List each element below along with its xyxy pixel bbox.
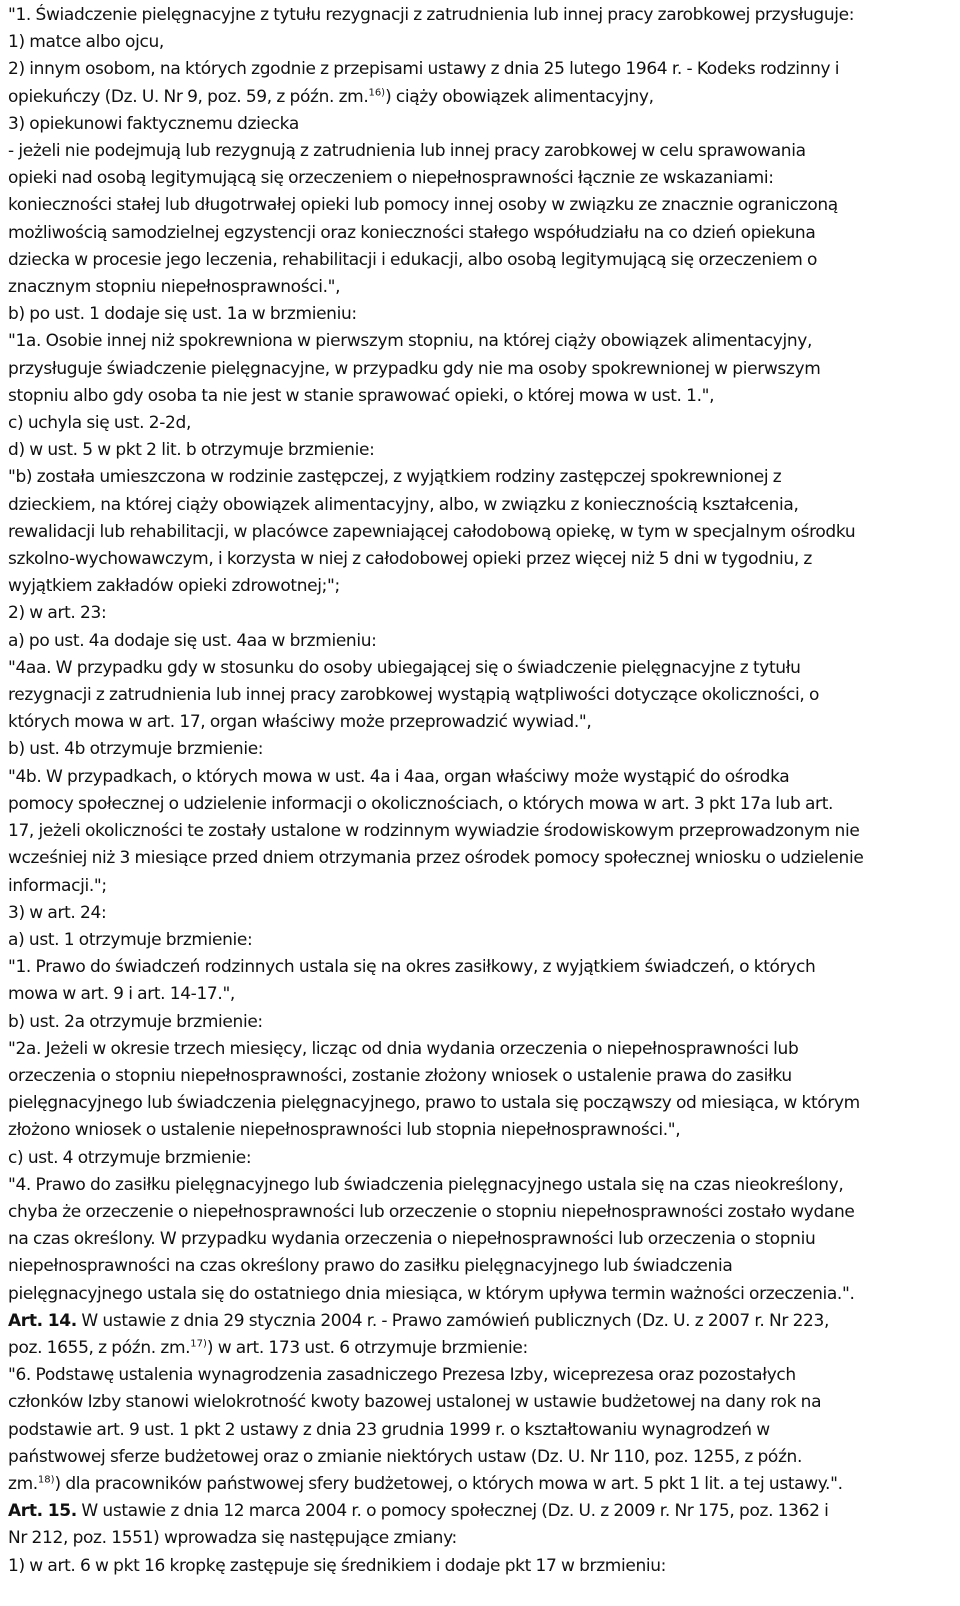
text-line: b) ust. 4b otrzymuje brzmienie: bbox=[8, 739, 264, 760]
text-line: na czas określony. W przypadku wydania orzeczenia o niepełnosprawności lub orzeczenia o stopniu bbox=[8, 1229, 816, 1250]
text-line: b) po ust. 1 dodaje się ust. 1a w brzmieniu: bbox=[8, 304, 357, 325]
article-heading: Art. 14. bbox=[8, 1310, 77, 1331]
text-line: możliwością samodzielnej egzystencji oraz konieczności stałego współudziału na co dzień opiekuna bbox=[8, 222, 816, 243]
text-line bbox=[8, 1308, 950, 1335]
text-run: opiekuńczy (Dz. U. Nr 9, poz. 59, z późn. zm. bbox=[8, 86, 369, 107]
text-line: c) ust. 4 otrzymuje brzmienie: bbox=[8, 1147, 252, 1168]
text-line: rewalidacji lub rehabilitacji, w placówce zapewniającej całodobową opiekę, w tym w specjalnym ośrodku bbox=[8, 521, 856, 542]
text-line: mowa w art. 9 i art. 14-17.", bbox=[8, 984, 235, 1005]
text-line: a) po ust. 4a dodaje się ust. 4aa w brzmieniu: bbox=[8, 630, 377, 651]
text-run: poz. 1655, z późn. zm. bbox=[8, 1337, 191, 1358]
text-line: "b) została umieszczona w rodzinie zastępczej, z wyjątkiem rodziny zastępczej spokrewnionej z bbox=[8, 467, 782, 488]
text-line: 2) w art. 23: bbox=[8, 603, 107, 624]
text-line: pomocy społecznej o udzielenie informacji o okolicznościach, o których mowa w art. 3 pkt 17a lub art. bbox=[8, 793, 834, 814]
text-line: państwowej sferze budżetowej oraz o zmianie niektórych ustaw (Dz. U. Nr 110, poz. 1255, z późn. bbox=[8, 1446, 802, 1467]
text-line: "6. Podstawę ustalenia wynagrodzenia zasadniczego Prezesa Izby, wiceprezesa oraz pozostałych bbox=[8, 1365, 796, 1386]
text-line: "1. Świadczenie pielęgnacyjne z tytułu rezygnacji z zatrudnienia lub innej pracy zarobkowej przysługuje: bbox=[8, 5, 855, 25]
text-line: 2) innym osobom, na których zgodnie z przepisami ustawy z dnia 25 lutego 1964 r. - Kodeks rodzinny i bbox=[8, 59, 840, 80]
footnote-ref: 18) bbox=[37, 1474, 55, 1486]
text-run: W ustawie z dnia 12 marca 2004 r. o pomocy społecznej (Dz. U. z 2009 r. Nr 175, poz. 1362 i bbox=[76, 1501, 829, 1522]
footnote-ref: 16) bbox=[368, 86, 386, 98]
text-line: chyba że orzeczenie o niepełnosprawności lub orzeczenie o stopniu niepełnosprawności zostało wydane bbox=[8, 1201, 855, 1222]
text-line: których mowa w art. 17, organ właściwy może przeprowadzić wywiad.", bbox=[8, 712, 592, 733]
text-line: stopniu albo gdy osoba ta nie jest w stanie sprawować opieki, o której mowa w ust. 1.", bbox=[8, 385, 715, 406]
text-line bbox=[8, 1335, 950, 1362]
text-line: "4. Prawo do zasiłku pielęgnacyjnego lub świadczenia pielęgnacyjnego ustala się na czas nieokreślony, bbox=[8, 1174, 844, 1195]
text-line: "4aa. W przypadku gdy w stosunku do osoby ubiegającej się o świadczenie pielęgnacyjne z tytułu bbox=[8, 657, 801, 678]
text-line bbox=[8, 84, 950, 111]
text-run: ) w art. 173 ust. 6 otrzymuje brzmienie: bbox=[206, 1337, 528, 1358]
text-line: - jeżeli nie podejmują lub rezygnują z zatrudnienia lub innej pracy zarobkowej w celu sprawowania bbox=[8, 141, 806, 162]
article-heading: Art. 15. bbox=[8, 1501, 77, 1522]
text-line: b) ust. 2a otrzymuje brzmienie: bbox=[8, 1011, 263, 1032]
text-line: orzeczenia o stopniu niepełnosprawności, zostanie złożony wniosek o ustalenie prawa do zasiłku bbox=[8, 1065, 792, 1086]
text-line: dzieckiem, na której ciąży obowiązek alimentacyjny, albo, w związku z koniecznością kształcenia, bbox=[8, 494, 799, 515]
text-line: 17, jeżeli okoliczności te zostały ustalone w rodzinnym wywiadzie środowiskowym przeprowadzonym nie bbox=[8, 821, 860, 842]
text-line: członków Izby stanowi wielokrotność kwoty bazowej ustalonej w ustawie budżetowej na dany rok na bbox=[8, 1392, 822, 1413]
text-line: 3) w art. 24: bbox=[8, 902, 107, 923]
text-line: wyjątkiem zakładów opieki zdrowotnej;"; bbox=[8, 576, 340, 597]
text-line: rezygnacji z zatrudnienia lub innej pracy zarobkowej wystąpią wątpliwości dotyczące okoliczności, o bbox=[8, 685, 820, 706]
text-line bbox=[8, 1498, 950, 1525]
text-run: ) dla pracowników państwowej sfery budżetowej, o których mowa w art. 5 pkt 1 lit. a tej ustawy.". bbox=[54, 1473, 843, 1494]
text-line: c) uchyla się ust. 2-2d, bbox=[8, 413, 191, 434]
text-line: 1) matce albo ojcu, bbox=[8, 32, 164, 53]
text-line: znacznym stopniu niepełnosprawności.", bbox=[8, 277, 341, 298]
text-line: pielęgnacyjnego lub świadczenia pielęgnacyjnego, prawo to ustala się począwszy od miesiąca, w którym bbox=[8, 1093, 860, 1114]
text-line: opieki nad osobą legitymującą się orzeczeniem o niepełnosprawności łącznie ze wskazaniami: bbox=[8, 168, 774, 189]
text-line: dziecka w procesie jego leczenia, rehabilitacji i edukacji, albo osobą legitymującą się orzeczeniem o bbox=[8, 249, 818, 270]
text-line: "1a. Osobie innej niż spokrewniona w pierwszym stopniu, na której ciąży obowiązek alimentacyjny, bbox=[8, 331, 813, 352]
text-line: przysługuje świadczenie pielęgnacyjne, w przypadku gdy nie ma osoby spokrewnionej w pierwszym bbox=[8, 358, 821, 379]
text-line: a) ust. 1 otrzymuje brzmienie: bbox=[8, 929, 253, 950]
text-line: "1. Prawo do świadczeń rodzinnych ustala się na okres zasiłkowy, z wyjątkiem świadczeń, o których bbox=[8, 957, 816, 978]
text-line: pielęgnacyjnego ustala się do ostatniego dnia miesiąca, w którym upływa termin ważności orzeczenia.". bbox=[8, 1283, 855, 1304]
text-line bbox=[8, 1471, 950, 1498]
text-line: konieczności stałej lub długotrwałej opieki lub pomocy innej osoby w związku ze znacznie ograniczoną bbox=[8, 195, 838, 216]
text-line: szkolno-wychowawczym, i korzysta w niej z całodobowej opieki przez więcej niż 5 dni w tygodniu, z bbox=[8, 549, 813, 570]
text-line: d) w ust. 5 w pkt 2 lit. b otrzymuje brzmienie: bbox=[8, 440, 375, 461]
text-run: zm. bbox=[8, 1473, 38, 1494]
text-line: złożono wniosek o ustalenie niepełnosprawności lub stopnia niepełnosprawności.", bbox=[8, 1120, 681, 1141]
text-line: niepełnosprawności na czas określony prawo do zasiłku pielęgnacyjnego lub świadczenia bbox=[8, 1256, 733, 1277]
text-line: 3) opiekunowi faktycznemu dziecka bbox=[8, 113, 299, 134]
text-line: Nr 212, poz. 1551) wprowadza się następujące zmiany: bbox=[8, 1528, 457, 1549]
text-run: ) ciąży obowiązek alimentacyjny, bbox=[385, 86, 654, 107]
text-line: "4b. W przypadkach, o których mowa w ust. 4a i 4aa, organ właściwy może wystąpić do ośrodka bbox=[8, 766, 790, 787]
text-line: informacji."; bbox=[8, 875, 107, 896]
text-run: W ustawie z dnia 29 stycznia 2004 r. - Prawo zamówień publicznych (Dz. U. z 2007 r. Nr 223, bbox=[76, 1310, 830, 1331]
text-line: "2a. Jeżeli w okresie trzech miesięcy, licząc od dnia wydania orzeczenia o niepełnosprawności lub bbox=[8, 1038, 799, 1059]
text-line: podstawie art. 9 ust. 1 pkt 2 ustawy z dnia 23 grudnia 1999 r. o kształtowaniu wynagrodzeń w bbox=[8, 1419, 770, 1440]
footnote-ref: 17) bbox=[190, 1338, 207, 1350]
text-line: 1) w art. 6 w pkt 16 kropkę zastępuje się średnikiem i dodaje pkt 17 w brzmieniu: bbox=[8, 1555, 667, 1576]
text-line: wcześniej niż 3 miesiące przed dniem otrzymania przez ośrodek pomocy społecznej wniosku o udzielenie bbox=[8, 848, 864, 869]
